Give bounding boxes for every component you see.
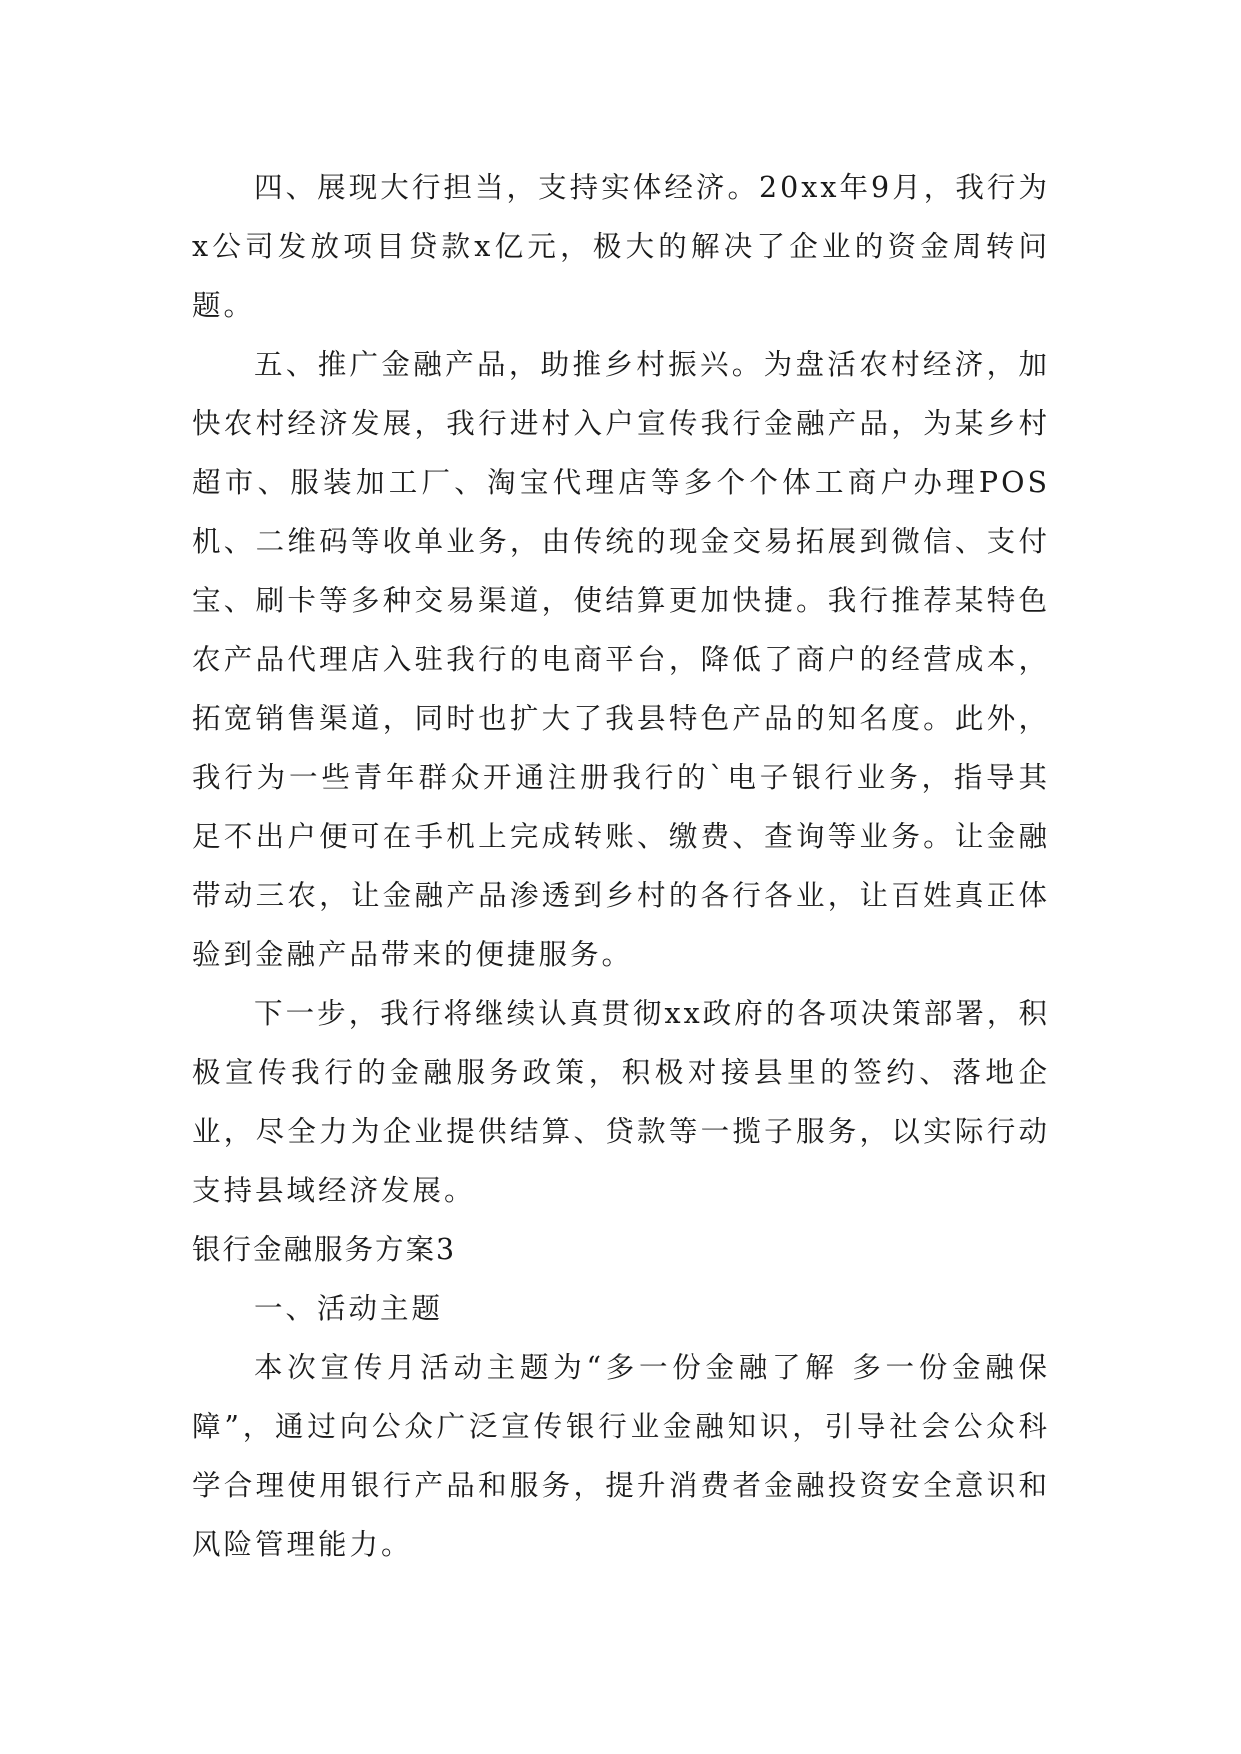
heading-activity-theme: 一、活动主题 <box>254 1292 444 1325</box>
document-body <box>192 158 1050 1574</box>
section-title: 银行金融服务方案3 <box>192 1233 457 1266</box>
paragraph-section-five: 五、推广金融产品，助推乡村振兴。为盘活农村经济，加快农村经济发展，我行进村入户宣传我行金融产品，为某乡村超市、服装加工厂、淘宝代理店等多个个体工商户办理POS机、二维码等收单业务，由传统的现金交易拓展到微信、支付宝、刷卡等多种交易渠道，使结算更加快捷。我行推荐某特色农产品代理店入驻我行的电商平台，降低了商户的经营成本，拓宽销售渠道，同时也扩大了我县特色产品的知名度。此外，我行为一些青年群众开通注册我行的`电子银行业务，指导其足不出户便可在手机上完成转账、缴费、查询等业务。让金融带动三农，让金融产品渗透到乡村的各行各业，让百姓真正体验到金融产品带来的便捷服务。 <box>192 348 1050 971</box>
paragraph-next-step: 下一步，我行将继续认真贯彻xx政府的各项决策部署，积极宣传我行的金融服务政策，积极对接县里的签约、落地企业，尽全力为企业提供结算、贷款等一揽子服务，以实际行动支持县域经济发展。 <box>192 997 1050 1207</box>
paragraph-activity-theme: 本次宣传月活动主题为“多一份金融了解 多一份金融保障”，通过向公众广泛宣传银行业金融知识，引导社会公众科学合理使用银行产品和服务，提升消费者金融投资安全意识和风险管理能力。 <box>192 1351 1050 1561</box>
paragraph-section-four: 四、展现大行担当，支持实体经济。20xx年9月，我行为x公司发放项目贷款x亿元，极大的解决了企业的资金周转问题。 <box>192 171 1050 322</box>
